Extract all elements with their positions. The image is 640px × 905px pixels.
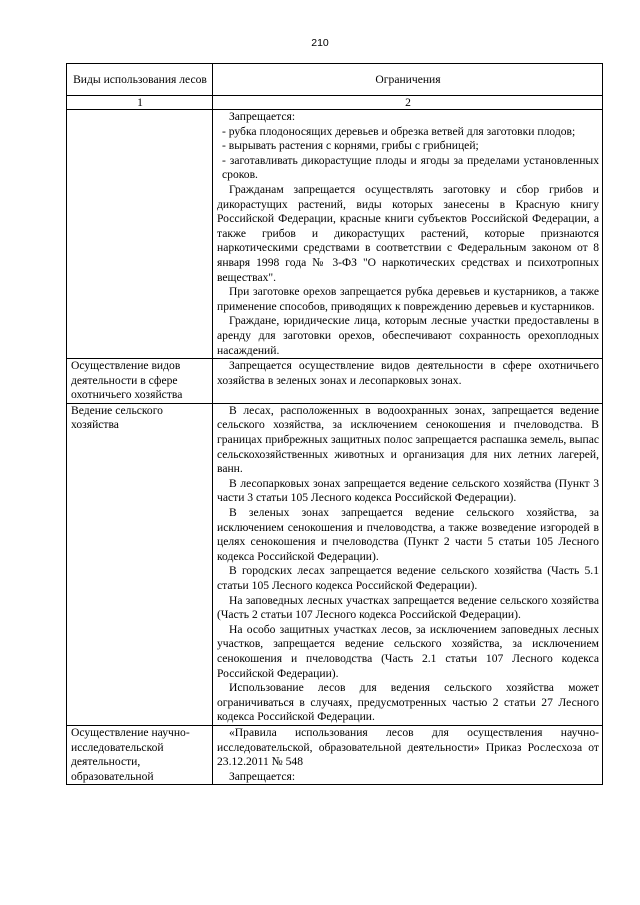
restriction-paragraph: «Правила использования лесов для осуществления научно-исследовательской, образовательной деятельности» Приказ Рослесхоза от 23.12.2011 № 548 [217, 725, 599, 769]
table-row [67, 403, 603, 725]
restrictions-table [66, 63, 603, 785]
column-number-1: 1 [67, 96, 213, 110]
restriction-list-item: - рубка плодоносящих деревьев и обрезка ветвей для заготовки плодов; [222, 124, 576, 138]
table-header-row [67, 64, 603, 96]
header-restrictions: Ограничения [213, 64, 603, 96]
restriction-paragraph: На особо защитных участках лесов, за исключением заповедных лесных участков, запрещается ведение сельского хозяйства, за исключением сенокошения и пчеловодства (Часть 2.1 статьи 107 Лесного кодекса Российской Федерации). [217, 622, 599, 680]
restriction-paragraph: Запрещается осуществление видов деятельности в сфере охотничьего хозяйства в зеленых зонах и лесопарковых зонах. [217, 359, 599, 387]
restrictions-cell [213, 725, 603, 784]
restriction-paragraph: В лесах, расположенных в водоохранных зонах, запрещается ведение сельского хозяйства, за исключением сенокошения и пчеловодства. В границах прибрежных защитных полос запрещается распашка земель, выпас сельскохозяйственных животных и организация для них летних лагерей, ванн. [217, 403, 599, 476]
page-number: 210 [311, 37, 329, 49]
restriction-paragraph: В городских лесах запрещается ведение сельского хозяйства (Часть 5.1 статьи 105 Лесного кодекса Российской Федерации). [217, 564, 599, 592]
column-numbering-row [67, 96, 603, 110]
restriction-list-item: - вырывать растения с корнями, грибы с грибницей; [222, 139, 479, 153]
restrictions-cell [213, 359, 603, 404]
restriction-paragraph: В лесопарковых зонах запрещается ведение сельского хозяйства (Пункт 3 части 3 статьи 105 Лесного кодекса Российской Федерации). [217, 476, 599, 505]
restriction-paragraph: Запрещается: [229, 110, 296, 123]
restriction-paragraph: Граждане, юридические лица, которым лесные участки предоставлены в аренду для заготовки орехов, обеспечивают сохранность орехоплодных насаждений. [217, 314, 599, 357]
restrictions-cell [213, 403, 603, 725]
forest-use-type: Ведение сельского хозяйства [67, 403, 213, 725]
forest-use-type: Осуществление научно-исследовательской деятельности, образовательной [67, 725, 213, 784]
table-row [67, 359, 603, 404]
restriction-paragraph: На заповедных лесных участках запрещается ведение сельского хозяйства (Часть 2 статьи 107 Лесного кодекса Российской Федерации). [217, 593, 599, 622]
restriction-paragraph: Использование лесов для ведения сельского хозяйства может ограничиваться в случаях, предусмотренных частью 2 статьи 27 Лесного кодекса Российской Федерации. [217, 681, 599, 724]
table-row [67, 725, 603, 784]
restriction-paragraph: Гражданам запрещается осуществлять заготовку и сбор грибов и дикорастущих растений, виды которых занесены в Красную книгу Российской Федерации, красные книги субъектов Российской Федерации, а также грибов и дикорастущих растений, которые признаются наркотическими средствами в соответствии с Федеральным законом от 8 января 1998 года № 3-ФЗ "О наркотических средствах и психотропных веществах". [217, 182, 599, 284]
forest-use-type: Осуществление видов деятельности в сфере охотничьего хозяйства [67, 359, 213, 404]
restriction-paragraph: Запрещается: [229, 769, 296, 783]
column-number-2: 2 [213, 96, 603, 110]
restrictions-cell [213, 110, 603, 359]
header-forest-use-types: Виды использования лесов [67, 64, 213, 96]
forest-use-type [67, 110, 213, 359]
restriction-paragraph: В зеленых зонах запрещается ведение сельского хозяйства, за исключением сенокошения и пчеловодства, а также возведение изгородей в целях сенокошения и пчеловодства (Пункт 2 части 5 статьи 105 Лесного кодекса Российской Федерации). [217, 506, 599, 563]
restriction-list-item: - заготавливать дикорастущие плоды и ягоды за пределами установленных сроков. [222, 153, 599, 182]
restriction-paragraph: При заготовке орехов запрещается рубка деревьев и кустарников, а также применение способов, приводящих к повреждению деревьев и кустарников. [217, 285, 599, 313]
table-row [67, 110, 603, 359]
